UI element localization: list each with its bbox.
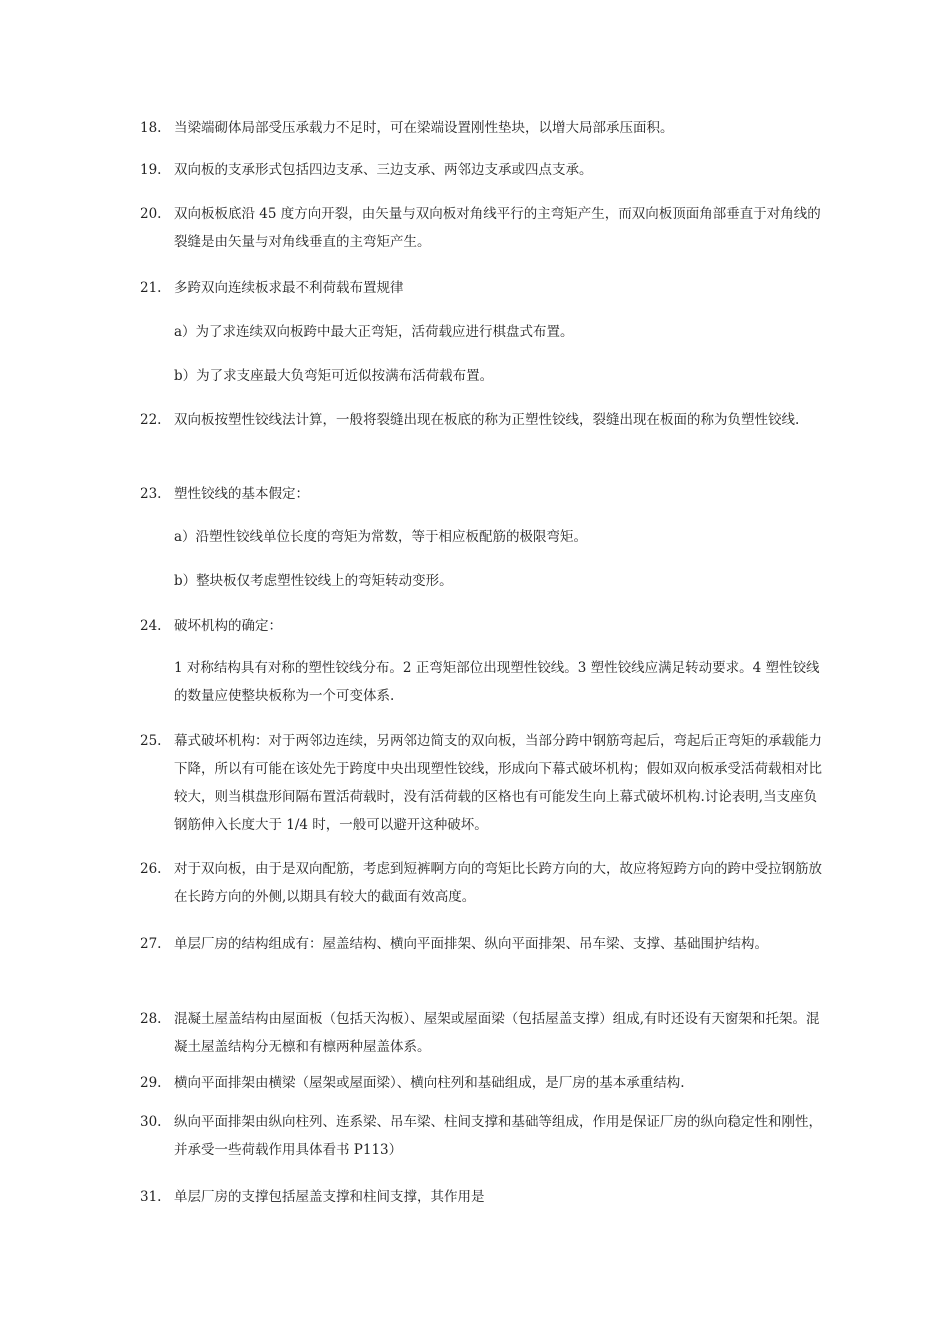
item-number: 18. xyxy=(140,120,162,136)
item-text: 横向平面排架由横梁（屋架或屋面梁）、横向柱列和基础组成，是厂房的基本承重结构. xyxy=(174,1075,685,1091)
item-number: 25. xyxy=(140,733,162,749)
item-text: 对于双向板，由于是双向配筋，考虑到短裤啊方向的弯矩比长跨方向的大，故应将短跨方向的跨中受拉钢筋放在长跨方向的外侧,以期具有较大的截面有效高度。 xyxy=(174,861,822,905)
sub-item-21a: a）为了求连续双向板跨中最大正弯矩，活荷载应进行棋盘式布置。 xyxy=(174,324,574,340)
item-text: 单层厂房的支撑包括屋盖支撑和柱间支撑，其作用是 xyxy=(174,1189,485,1205)
item-number: 20. xyxy=(140,206,162,222)
sub-item-21b: b）为了求支座最大负弯矩可近似按满布活荷载布置。 xyxy=(174,368,494,384)
sub-item-23b: b）整块板仅考虑塑性铰线上的弯矩转动变形。 xyxy=(174,573,453,589)
item-text: 纵向平面排架由纵向柱列、连系梁、吊车梁、柱间支撑和基础等组成，作用是保证厂房的纵向稳定性和刚性，并承受一些荷载作用具体看书 P113） xyxy=(174,1114,822,1158)
item-text: 双向板按塑性铰线法计算，一般将裂缝出现在板底的称为正塑性铰线，裂缝出现在板面的称为负塑性铰线. xyxy=(174,412,800,428)
item-number: 22. xyxy=(140,412,162,428)
item-number: 28. xyxy=(140,1011,162,1027)
item-number: 19. xyxy=(140,162,162,178)
item-number: 24. xyxy=(140,618,162,634)
item-text: 多跨双向连续板求最不利荷载布置规律 xyxy=(174,280,404,296)
item-number: 30. xyxy=(140,1114,162,1130)
sub-item-23a: a）沿塑性铰线单位长度的弯矩为常数，等于相应板配筋的极限弯矩。 xyxy=(174,529,588,545)
item-text: 双向板的支承形式包括四边支承、三边支承、两邻边支承或四点支承。 xyxy=(174,162,593,178)
item-number: 21. xyxy=(140,280,162,296)
item-text: 双向板板底沿 45 度方向开裂，由矢量与双向板对角线平行的主弯矩产生，而双向板顶面角部垂直于对角线的裂缝是由矢量与对角线垂直的主弯矩产生。 xyxy=(174,206,821,250)
item-text: 塑性铰线的基本假定： xyxy=(174,486,309,502)
item-text: 幕式破坏机构：对于两邻边连续，另两邻边简支的双向板，当部分跨中钢筋弯起后，弯起后正弯矩的承载能力下降，所以有可能在该处先于跨度中央出现塑性铰线，形成向下幕式破坏机构；假如双向板承受活荷载相对比较大，则当棋盘形间隔布置活荷载时，没有活荷载的区格也有可能发生向上幕式破坏机构.讨论表明,当支座负钢筋伸入长度大于 1/4 时，一般可以避开这种破坏。 xyxy=(174,733,822,833)
item-number: 29. xyxy=(140,1075,162,1091)
sub-item-24: 1 对称结构具有对称的塑性铰线分布。2 正弯矩部位出现塑性铰线。3 塑性铰线应满足转动要求。4 塑性铰线的数量应使整块板称为一个可变体系. xyxy=(174,660,820,704)
item-text: 当梁端砌体局部受压承载力不足时，可在梁端设置刚性垫块，以增大局部承压面积。 xyxy=(174,120,674,136)
item-number: 23. xyxy=(140,486,162,502)
item-number: 27. xyxy=(140,936,162,952)
item-number: 31. xyxy=(140,1189,162,1205)
item-text: 破坏机构的确定： xyxy=(174,618,282,634)
item-text: 单层厂房的结构组成有：屋盖结构、横向平面排架、纵向平面排架、吊车梁、支撑、基础围护结构。 xyxy=(174,936,768,952)
item-text: 混凝土屋盖结构由屋面板（包括天沟板）、屋架或屋面梁（包括屋盖支撑）组成,有时还设有天窗架和托架。混凝土屋盖结构分无檩和有檩两种屋盖体系。 xyxy=(174,1011,820,1055)
item-number: 26. xyxy=(140,861,162,877)
